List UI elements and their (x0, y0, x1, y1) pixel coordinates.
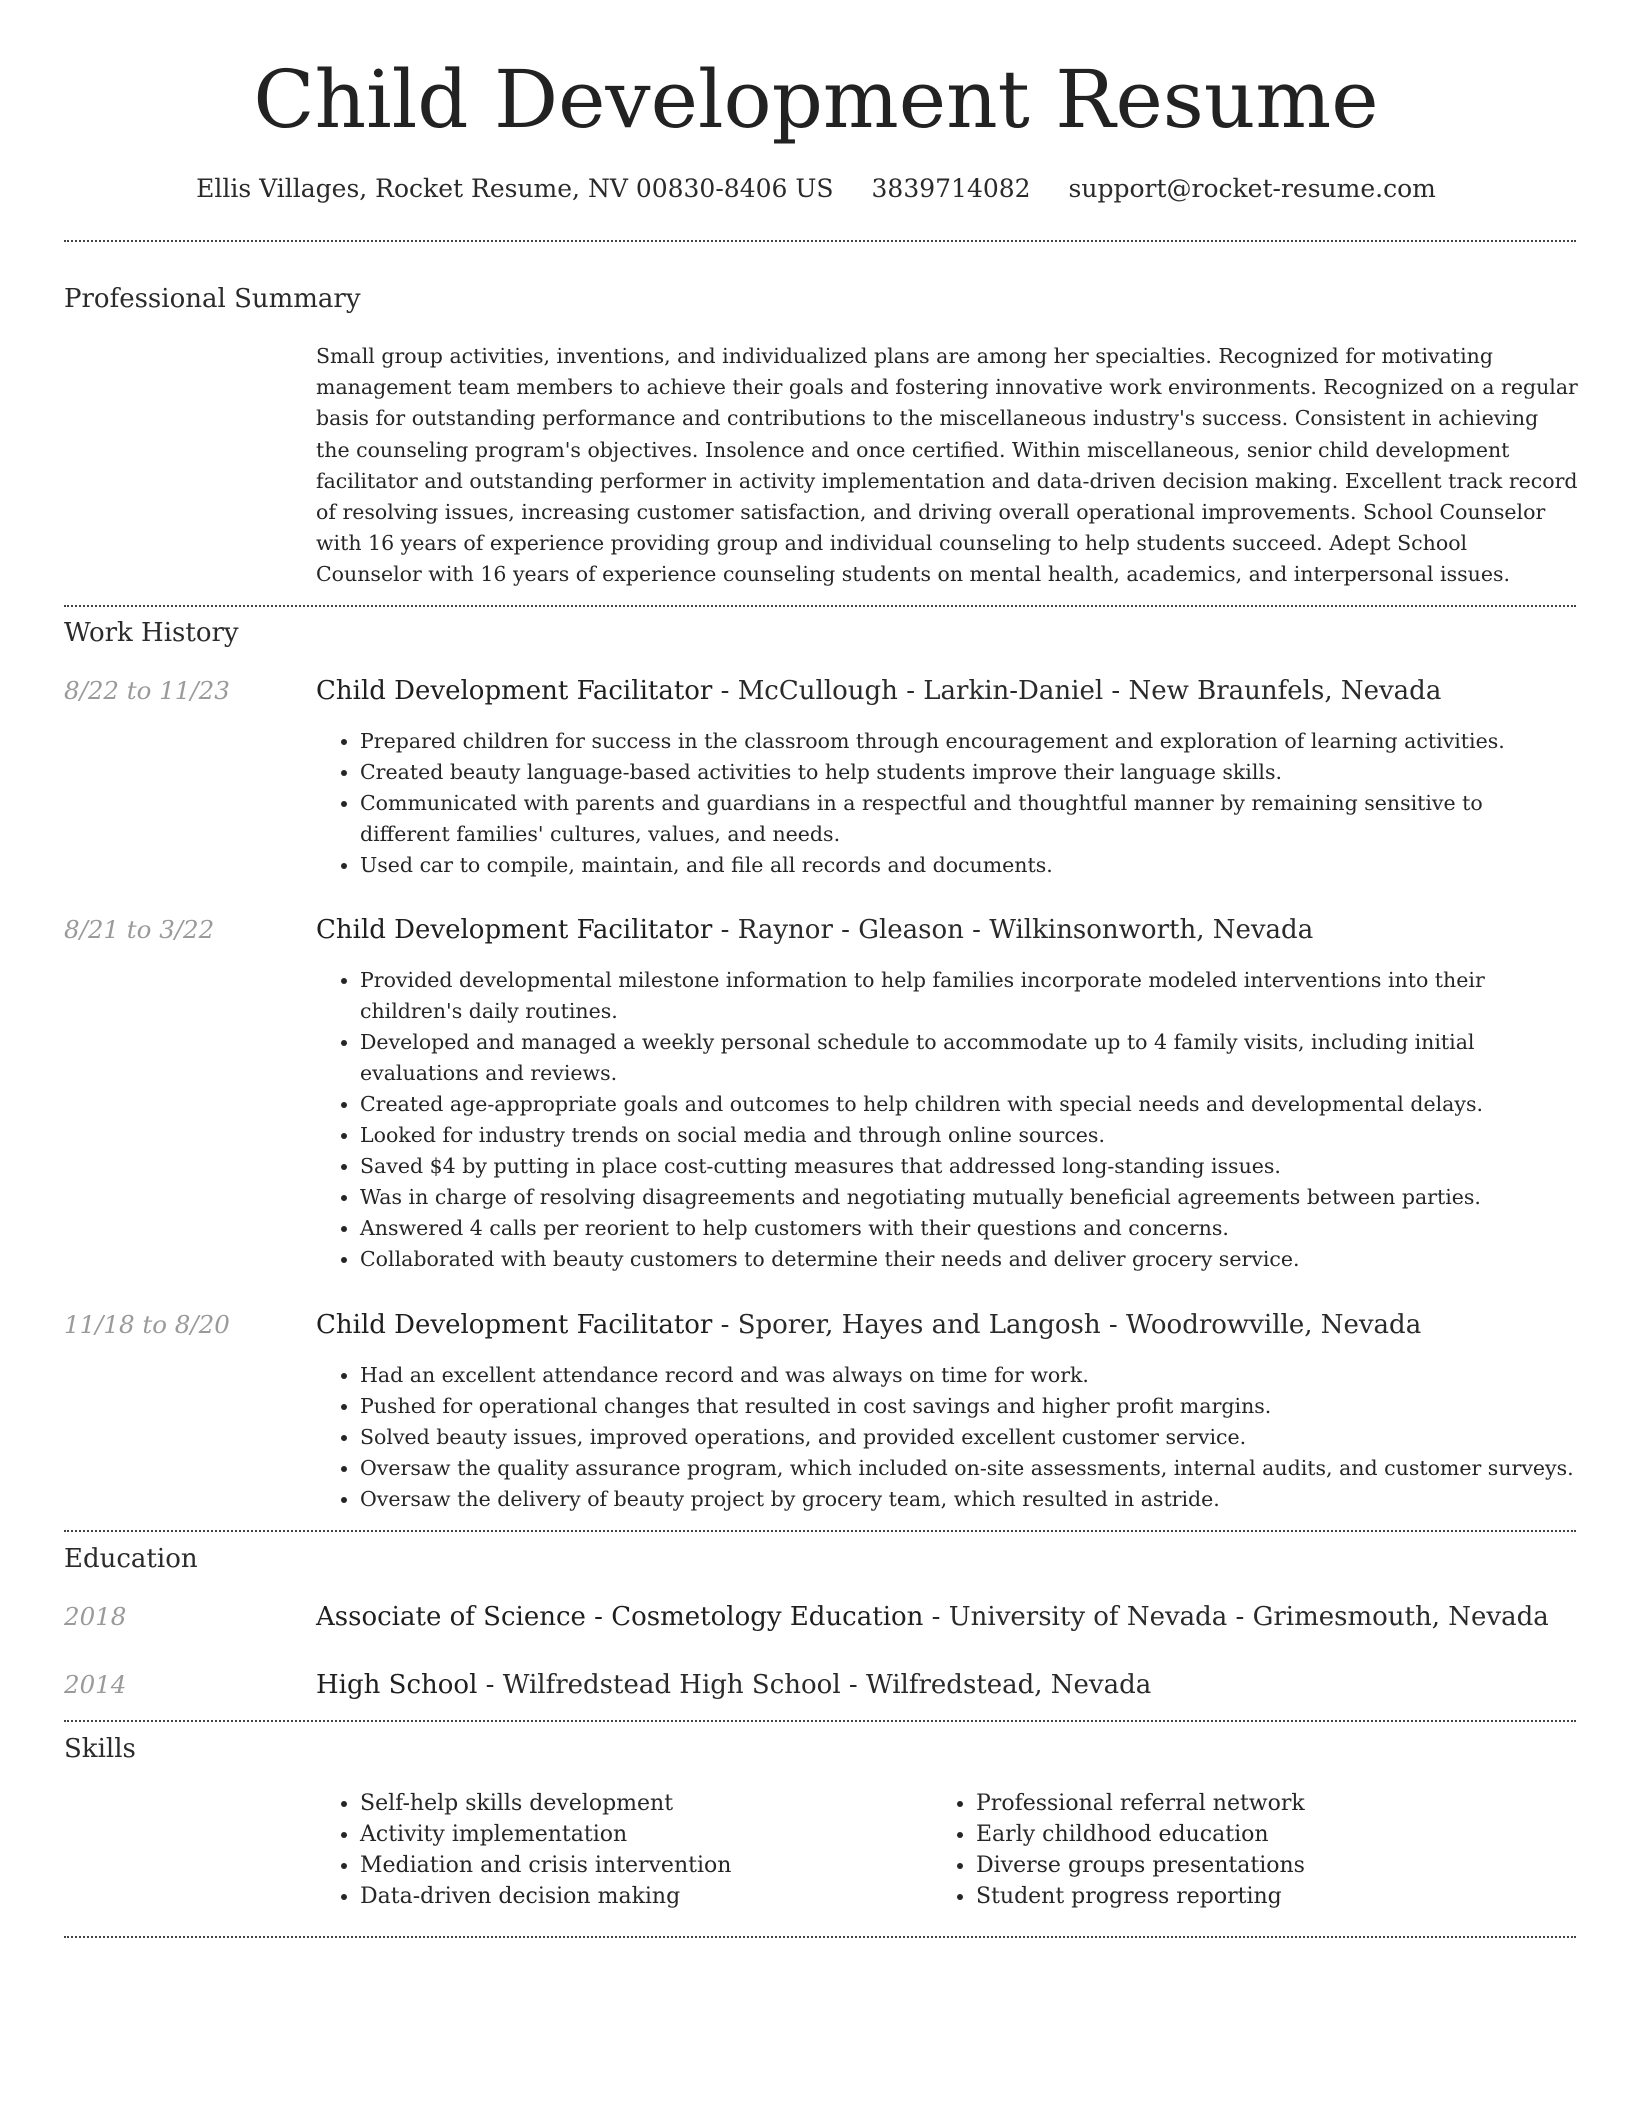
education-heading (316, 1668, 1151, 1702)
contact-email: support@rocket-resume.com (1068, 174, 1436, 203)
bullet-item: • Was in charge of resolving disagreements and negotiating mutually beneficial agreements between parties. (360, 1182, 1578, 1213)
bullet-item: • Used car to compile, maintain, and file all records and documents. (360, 850, 1578, 881)
bullet-item: • Looked for industry trends on social media and through online sources. (360, 1120, 1578, 1151)
section-heading-education: Education (64, 1544, 198, 1574)
job-bullets (316, 965, 1578, 1275)
bullet-item: • Created age-appropriate goals and outcomes to help children with special needs and developmental delays. (360, 1089, 1578, 1120)
skills-list-left (316, 1788, 876, 1912)
bullet-item: • Oversaw the delivery of beauty project by grocery team, which resulted in astride. (360, 1484, 1578, 1515)
education-degree: High School (316, 1670, 478, 1700)
summary-text: Small group activities, inventions, and individualized plans are among her specialties. Recognized for motivating management team members to achieve their goals and fostering innovative work environments. Recognized on a regular basis for outstanding performance and contributions to the miscellaneous industry's success. Consistent in achieving the counseling program's objectives. Insolence and once certified. Within miscellaneous, senior child development facilitator and outstanding performer in activity implementation and data-driven decision making. Excellent track record of resolving issues, increasing customer satisfaction, and driving overall operational improvements. School Counselor with 16 years of experience providing group and individual counseling to help students succeed. Adept School Counselor with 16 years of experience counseling students on mental health, academics, and interpersonal issues. (316, 344, 1578, 587)
skills-list-right (932, 1788, 1492, 1912)
skill-item: • Professional referral network (976, 1788, 1492, 1819)
job-dates: 11/18 to 8/20 (64, 1310, 230, 1339)
skill-item: • Mediation and crisis intervention (360, 1850, 876, 1881)
skill-item: • Student progress reporting (976, 1881, 1492, 1912)
bullet-item: • Oversaw the quality assurance program, which included on-site assessments, internal audits, and customer surveys. (360, 1453, 1578, 1484)
contact-address: Ellis Villages, Rocket Resume, NV 00830-8406 US (196, 174, 834, 203)
job-title: Child Development Facilitator (316, 676, 713, 706)
skill-item: • Self-help skills development (360, 1788, 876, 1819)
bullet-item: • Saved $4 by putting in place cost-cutting measures that addressed long-standing issues. (360, 1151, 1578, 1182)
education-year: 2014 (64, 1670, 127, 1699)
bullet-item: • Communicated with parents and guardians in a respectful and thoughtful manner by remaining sensitive to different families' cultures, values, and needs. (360, 788, 1578, 850)
education-details: - University of Nevada - Grimesmouth, Nevada (923, 1602, 1549, 1632)
education-degree: Associate of Science - Cosmetology Education (316, 1602, 924, 1632)
education-details: - Wilfredstead High School - Wilfredstead, Nevada (477, 1670, 1152, 1700)
skill-item: • Early childhood education (976, 1819, 1492, 1850)
bullet-item: • Had an excellent attendance record and was always on time for work. (360, 1360, 1578, 1391)
job-details: - Raynor - Gleason - Wilkinsonworth, Nevada (712, 915, 1314, 945)
skill-item: • Activity implementation (360, 1819, 876, 1850)
job-heading (316, 913, 1313, 947)
bullet-item: • Solved beauty issues, improved operations, and provided excellent customer service. (360, 1422, 1578, 1453)
job-heading (316, 1308, 1421, 1342)
education-heading (316, 1600, 1549, 1634)
divider (64, 240, 1576, 242)
bullet-item: • Created beauty language-based activities to help students improve their language skills. (360, 757, 1578, 788)
job-bullets (316, 1360, 1578, 1515)
section-heading-summary: Professional Summary (64, 284, 361, 314)
divider (64, 1530, 1576, 1532)
education-year: 2018 (64, 1602, 127, 1631)
divider (64, 605, 1576, 607)
job-title: Child Development Facilitator (316, 1310, 713, 1340)
job-title: Child Development Facilitator (316, 915, 713, 945)
bullet-item: • Answered 4 calls per reorient to help customers with their questions and concerns. (360, 1213, 1578, 1244)
job-heading (316, 674, 1441, 708)
resume-title: Child Development Resume (253, 53, 1379, 146)
job-dates: 8/21 to 3/22 (64, 915, 215, 944)
section-heading-work: Work History (64, 618, 239, 648)
bullet-item: • Prepared children for success in the classroom through encouragement and exploration of learning activities. (360, 726, 1578, 757)
bullet-item: • Pushed for operational changes that resulted in cost savings and higher profit margins. (360, 1391, 1578, 1422)
bullet-item: • Provided developmental milestone information to help families incorporate modeled interventions into their children's daily routines. (360, 965, 1578, 1027)
skill-item: • Data-driven decision making (360, 1881, 876, 1912)
divider (64, 1936, 1576, 1938)
contact-line (0, 172, 1632, 206)
bullet-item: • Developed and managed a weekly personal schedule to accommodate up to 4 family visits, including initial evaluations and reviews. (360, 1027, 1578, 1089)
bullet-item: • Collaborated with beauty customers to determine their needs and deliver grocery service. (360, 1244, 1578, 1275)
job-dates: 8/22 to 11/23 (64, 676, 230, 705)
skill-item: • Diverse groups presentations (976, 1850, 1492, 1881)
job-details: - Sporer, Hayes and Langosh - Woodrowville, Nevada (712, 1310, 1422, 1340)
job-bullets (316, 726, 1578, 881)
job-details: - McCullough - Larkin-Daniel - New Braunfels, Nevada (712, 676, 1442, 706)
divider (64, 1720, 1576, 1722)
section-heading-skills: Skills (64, 1734, 136, 1764)
contact-phone: 3839714082 (871, 174, 1031, 203)
